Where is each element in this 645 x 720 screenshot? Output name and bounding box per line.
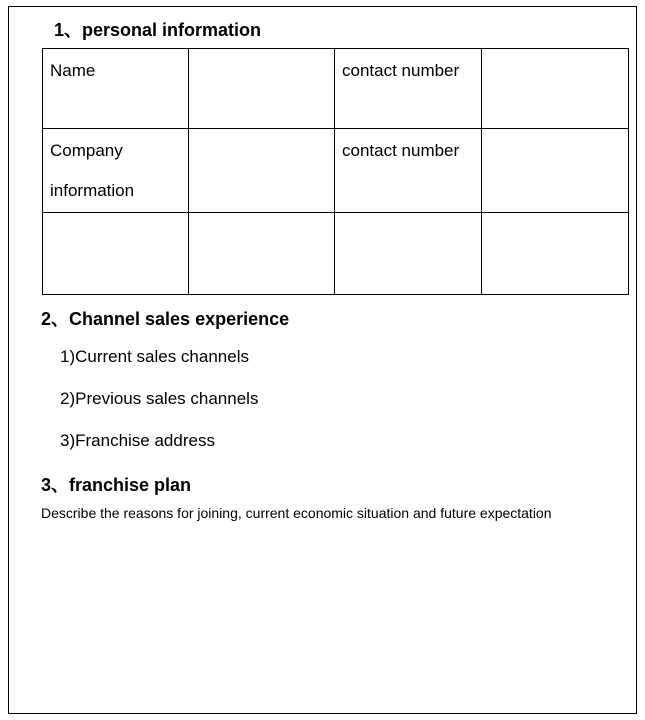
contact-number-value-cell[interactable] (482, 49, 629, 129)
channel-sales-experience-heading: 2、Channel sales experience (41, 309, 290, 329)
table-row (43, 129, 629, 213)
empty-cell[interactable] (189, 213, 335, 295)
personal-information-heading: 1、personal information (54, 20, 262, 40)
company-contact-number-value-cell[interactable] (482, 129, 629, 213)
empty-cell[interactable] (43, 213, 189, 295)
previous-sales-channels-item: 2)Previous sales channels (60, 389, 259, 408)
empty-cell[interactable] (482, 213, 629, 295)
franchise-plan-heading: 3、franchise plan (41, 475, 192, 495)
current-sales-channels-item: 1)Current sales channels (60, 347, 249, 366)
franchise-address-item: 3)Franchise address (60, 431, 215, 450)
company-contact-number-label-cell: contact number (335, 129, 482, 213)
company-information-label-cell (43, 129, 189, 213)
company-label-line1: Company (50, 141, 123, 160)
empty-cell[interactable] (335, 213, 482, 295)
personal-information-table (42, 48, 629, 295)
company-label-line2: information (50, 181, 135, 200)
table-row (43, 213, 629, 295)
name-label-cell: Name (43, 49, 189, 129)
contact-number-label-cell: contact number (335, 49, 482, 129)
name-value-cell[interactable] (189, 49, 335, 129)
table-row (43, 49, 629, 129)
franchise-plan-description: Describe the reasons for joining, current economic situation and future expectation (41, 505, 552, 521)
company-information-value-cell[interactable] (189, 129, 335, 213)
